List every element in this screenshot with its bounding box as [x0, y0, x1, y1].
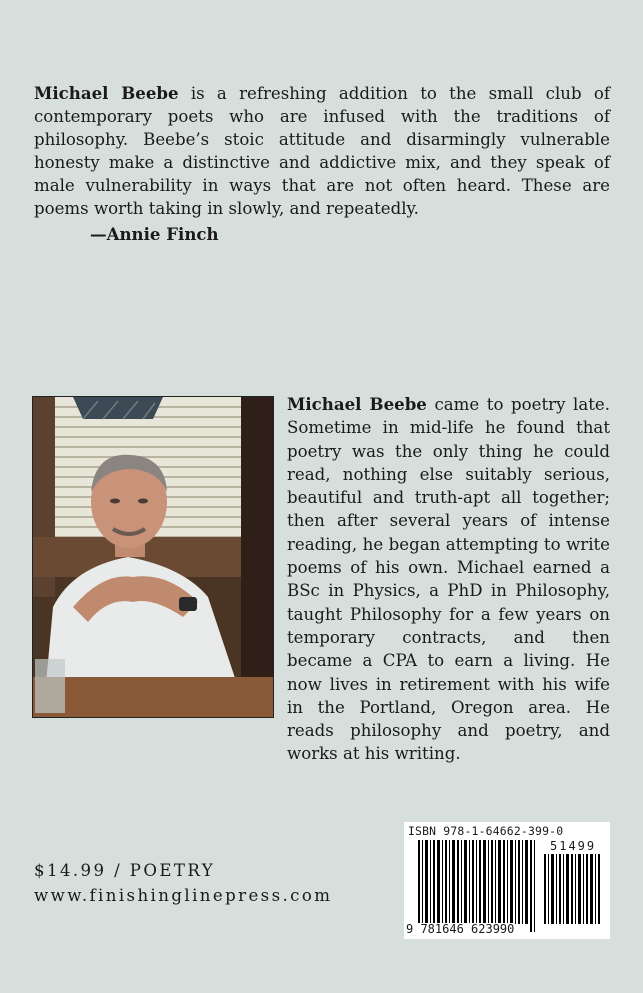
publisher-website: www.finishinglinepress.com [34, 886, 333, 905]
ean-digits: 9 781646 623990 [406, 922, 515, 936]
blurb-attribution: —Annie Finch [90, 224, 219, 244]
isbn-barcode [404, 822, 610, 939]
endorsement-blurb [34, 82, 610, 220]
bio-author-name: Michael Beebe [287, 394, 427, 414]
isbn-number: ISBN 978-1-64662-399-0 [408, 824, 564, 838]
blurb-text: is a refreshing addition to the small club of contemporary poets who are infused with the traditions of philosophy. Beebe’s stoic attitude and disarmingly vulnerable honesty make a distinctive and addictive mix, and they speak of male vulnerability in ways that are not often heard. These are poems worth taking in slowly, and repeatedly. [34, 84, 611, 218]
blurb-author-name: Michael Beebe [34, 83, 179, 103]
price-code: 51499 [550, 839, 597, 853]
price-category: $14.99 / POETRY [34, 861, 216, 880]
price-block [34, 858, 332, 908]
author-photo [32, 396, 274, 718]
bio-text: came to poetry late. Sometime in mid-life he found that poetry was the only thing he could read, nothing else suitably serious, beautiful and truth-apt all together; then after several years of intense reading, he began attempting to write poems of his own. Michael earned a BSc in Physics, a PhD in Philosophy, taught Philosophy for a few years on temporary contracts, and then became a CPA to earn a living. He now lives in retirement with his wife in the Portland, Oregon area. He reads philosophy and poetry, and works at his writing. [287, 395, 611, 764]
author-bio [287, 393, 610, 766]
